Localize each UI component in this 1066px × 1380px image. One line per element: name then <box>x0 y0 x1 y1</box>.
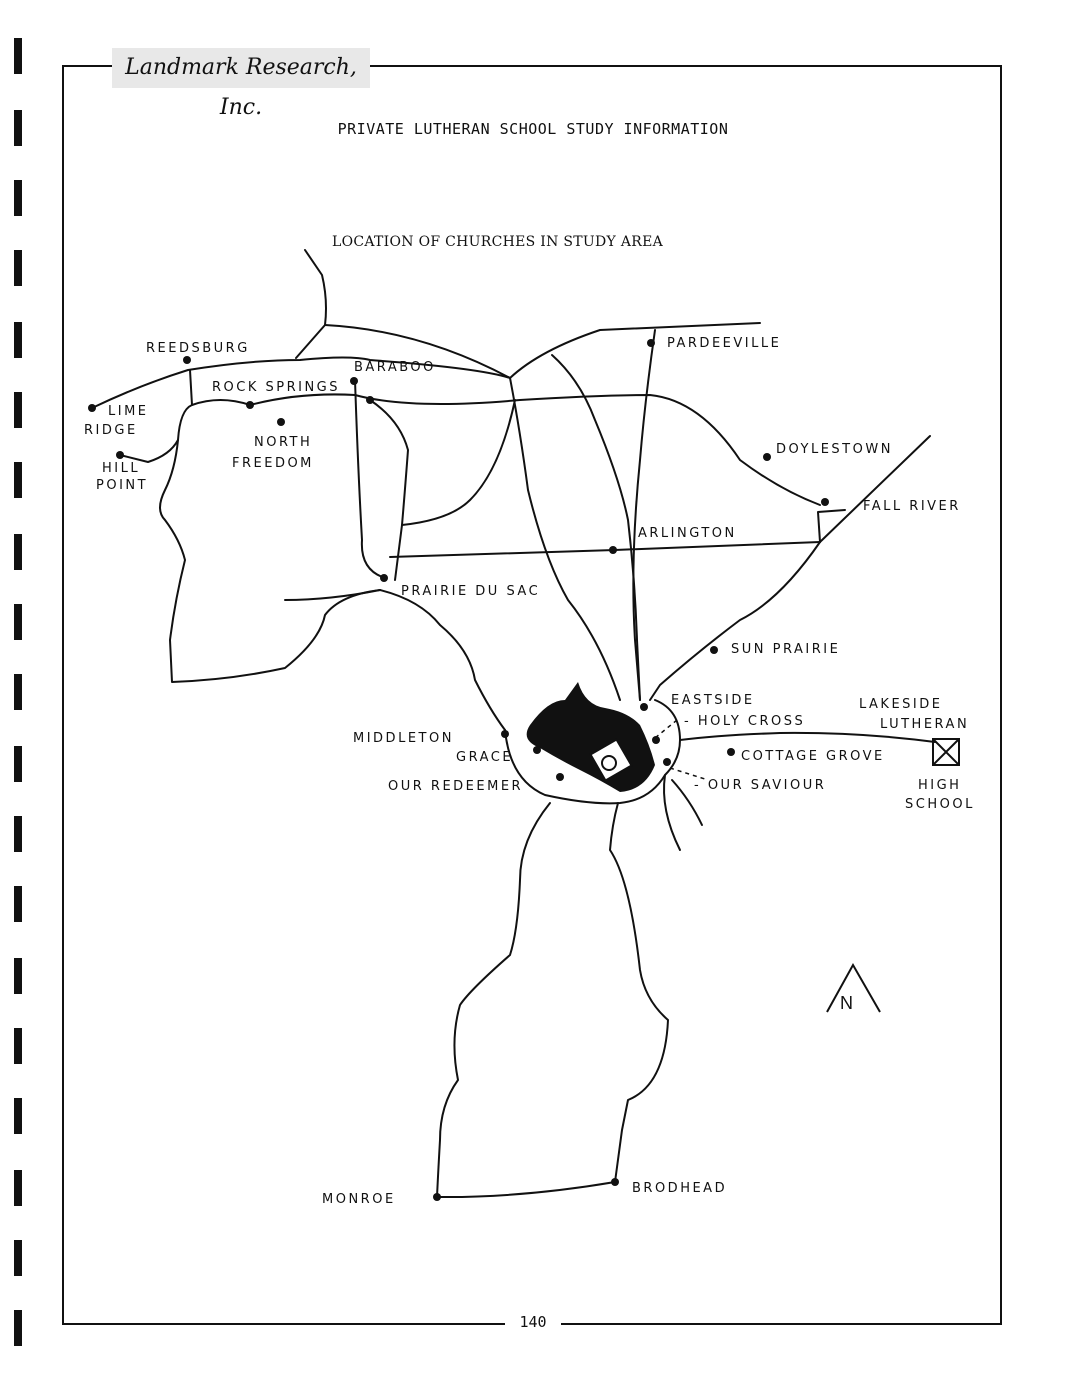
lake-icon <box>527 682 655 792</box>
church-dot <box>821 498 829 506</box>
church-dot <box>763 453 771 461</box>
label-monroe: MONROE <box>322 1192 396 1207</box>
church-dot <box>663 758 671 766</box>
label-ridge: RIDGE <box>84 423 138 438</box>
church-dot <box>727 748 735 756</box>
label-holy-cross: - HOLY CROSS <box>684 714 806 729</box>
label-lakeside: LAKESIDE <box>859 697 943 712</box>
label-our-redeemer: OUR REDEEMER <box>388 779 524 794</box>
label-north: NORTH <box>254 435 313 450</box>
church-dot <box>116 451 124 459</box>
label-prairie-du-sac: PRAIRIE DU SAC <box>401 584 541 599</box>
church-dot <box>556 773 564 781</box>
label-sun-prairie: SUN PRAIRIE <box>731 642 841 657</box>
label-our-saviour: - OUR SAVIOUR <box>694 778 827 793</box>
label-rock-springs: ROCK SPRINGS <box>212 380 341 395</box>
label-pardeeville: PARDEEVILLE <box>667 336 782 351</box>
label-lime: LIME <box>108 404 149 419</box>
north-arrow-icon <box>827 965 880 1012</box>
label-fall-river: FALL RIVER <box>863 499 961 514</box>
church-dot <box>652 736 660 744</box>
church-dot <box>710 646 718 654</box>
label-school: SCHOOL <box>905 797 975 812</box>
high-school-icon <box>933 739 959 765</box>
label-cottage-grove: COTTAGE GROVE <box>741 749 885 764</box>
label-lutheran: LUTHERAN <box>880 717 970 732</box>
label-middleton: MIDDLETON <box>353 731 454 746</box>
church-dot <box>501 730 509 738</box>
church-markers <box>88 339 829 1201</box>
label-freedom: FREEDOM <box>232 456 314 471</box>
church-dot <box>277 418 285 426</box>
label-eastside: EASTSIDE <box>671 693 755 708</box>
label-high: HIGH <box>918 778 962 793</box>
map-subtitle: LOCATION OF CHURCHES IN STUDY AREA <box>332 234 664 250</box>
church-dot <box>366 396 374 404</box>
label-brodhead: BRODHEAD <box>632 1181 728 1196</box>
church-dot <box>350 377 358 385</box>
page-number: 140 <box>505 1313 561 1331</box>
label-arlington: ARLINGTON <box>638 526 737 541</box>
pointer-lines <box>655 720 708 780</box>
company-logo: Landmark Research, Inc. <box>112 48 370 88</box>
church-dot <box>380 574 388 582</box>
church-dot <box>640 703 648 711</box>
church-dot <box>88 404 96 412</box>
church-dot <box>533 746 541 754</box>
label-point: POINT <box>96 478 149 493</box>
page-title: PRIVATE LUTHERAN SCHOOL STUDY INFORMATION <box>337 120 729 138</box>
label-baraboo: BARABOO <box>354 360 436 375</box>
north-arrow-label: N <box>840 993 853 1013</box>
church-dot <box>609 546 617 554</box>
church-dot <box>183 356 191 364</box>
church-dot <box>246 401 254 409</box>
church-dot <box>433 1193 441 1201</box>
label-reedsburg: REEDSBURG <box>146 341 250 356</box>
church-dot <box>611 1178 619 1186</box>
label-grace: GRACE <box>456 750 514 765</box>
label-hill: HILL <box>102 461 141 476</box>
church-dot <box>647 339 655 347</box>
label-doylestown: DOYLESTOWN <box>776 442 893 457</box>
